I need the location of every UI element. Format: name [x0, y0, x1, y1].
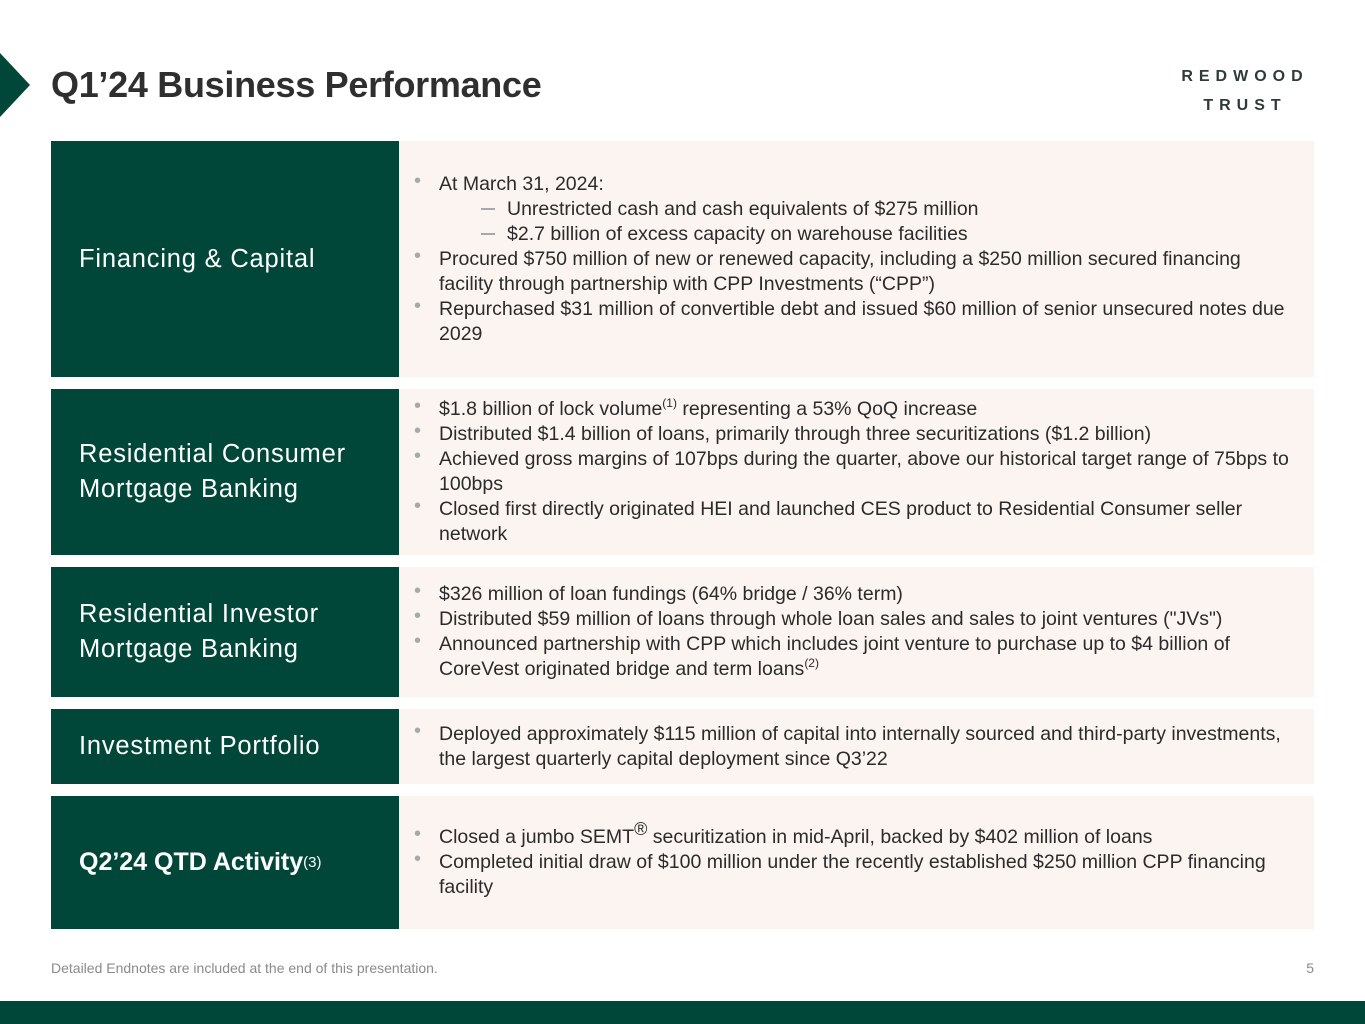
section-residential-investor	[51, 567, 1314, 697]
bullet-item: • Distributed $59 million of loans through whole loan sales and sales to joint ventures ("JVs")	[439, 607, 1300, 632]
bullet-item	[439, 819, 1300, 850]
bullet-item: • Repurchased $31 million of convertible debt and issued $60 million of senior unsecured notes due 2029	[439, 297, 1300, 347]
section-label-line-1: Residential Consumer	[79, 440, 346, 468]
sub-bullet-item: $2.7 billion of excess capacity on warehouse facilities	[439, 222, 1300, 247]
header-accent-triangle	[0, 53, 30, 117]
section-financing-capital	[51, 141, 1314, 377]
bullet-item: • $326 million of loan fundings (64% bridge / 36% term)	[439, 582, 1300, 607]
bullet-text: representing a 53% QoQ increase	[676, 398, 978, 420]
bullet-text: $1.8 billion of lock volume	[439, 398, 663, 420]
page-number: 5	[1306, 960, 1314, 976]
section-label: Financing & Capital	[51, 141, 399, 377]
section-label: Investment Portfolio	[51, 709, 399, 784]
bullet-item: • Distributed $1.4 billion of loans, primarily through three securitizations ($1.2 billion)	[439, 422, 1300, 447]
sub-bullet-item: Unrestricted cash and cash equivalents of $275 million	[439, 197, 1300, 222]
section-label-line-1: Residential Investor	[79, 600, 319, 628]
section-label-line-2: Mortgage Banking	[79, 635, 299, 663]
section-label	[51, 567, 399, 697]
footer-bar	[0, 1001, 1365, 1024]
bullet-item: • Procured $750 million of new or renewed capacity, including a $250 million secured financing facility through partnership with CPP Investments (“CPP”)	[439, 247, 1300, 297]
section-label-line-2: Mortgage Banking	[79, 475, 299, 503]
bullet-item: • Completed initial draw of $100 million under the recently established $250 million CPP financing facility	[439, 850, 1300, 900]
bullet-item: • Closed first directly originated HEI and launched CES product to Residential Consumer seller network	[439, 497, 1300, 547]
section-label-text: Q2’24 QTD Activity	[79, 848, 304, 876]
endnote-ref: (1)	[662, 396, 677, 410]
section-content	[399, 389, 1314, 555]
page-title: Q1’24 Business Performance	[51, 64, 542, 105]
section-label	[51, 796, 399, 929]
bullet-item: • At March 31, 2024:	[439, 172, 1300, 197]
section-investment-portfolio	[51, 709, 1314, 784]
section-content	[399, 796, 1314, 929]
section-content	[399, 567, 1314, 697]
bullet-item: • Achieved gross margins of 107bps during the quarter, above our historical target range of 75bps to 100bps	[439, 447, 1300, 497]
bullet-item	[439, 632, 1300, 682]
section-label	[51, 389, 399, 555]
endnotes-footnote: Detailed Endnotes are included at the end of this presentation.	[51, 960, 438, 976]
logo-line-1: REDWOOD	[1181, 68, 1309, 85]
bullet-text: Announced partnership with CPP which includes joint venture to purchase up to $4 billion of CoreVest originated bridge and term loans	[439, 633, 1230, 680]
section-content	[399, 709, 1314, 784]
company-logo	[1160, 62, 1330, 120]
endnote-ref: (3)	[303, 854, 322, 871]
endnote-ref: (2)	[804, 656, 819, 670]
bullet-text: securitization in mid-April, backed by $402 million of loans	[647, 826, 1153, 848]
registered-mark: ®	[634, 819, 648, 839]
bullet-item: • Deployed approximately $115 million of capital into internally sourced and third-party investments, the largest quarterly capital deployment since Q3’22	[439, 722, 1300, 772]
bullet-item	[439, 397, 1300, 422]
section-q2-qtd-activity	[51, 796, 1314, 929]
logo-line-2: TRUST	[1203, 97, 1287, 114]
bullet-text: Closed a jumbo SEMT	[439, 826, 635, 848]
section-content	[399, 141, 1314, 377]
section-residential-consumer	[51, 389, 1314, 555]
